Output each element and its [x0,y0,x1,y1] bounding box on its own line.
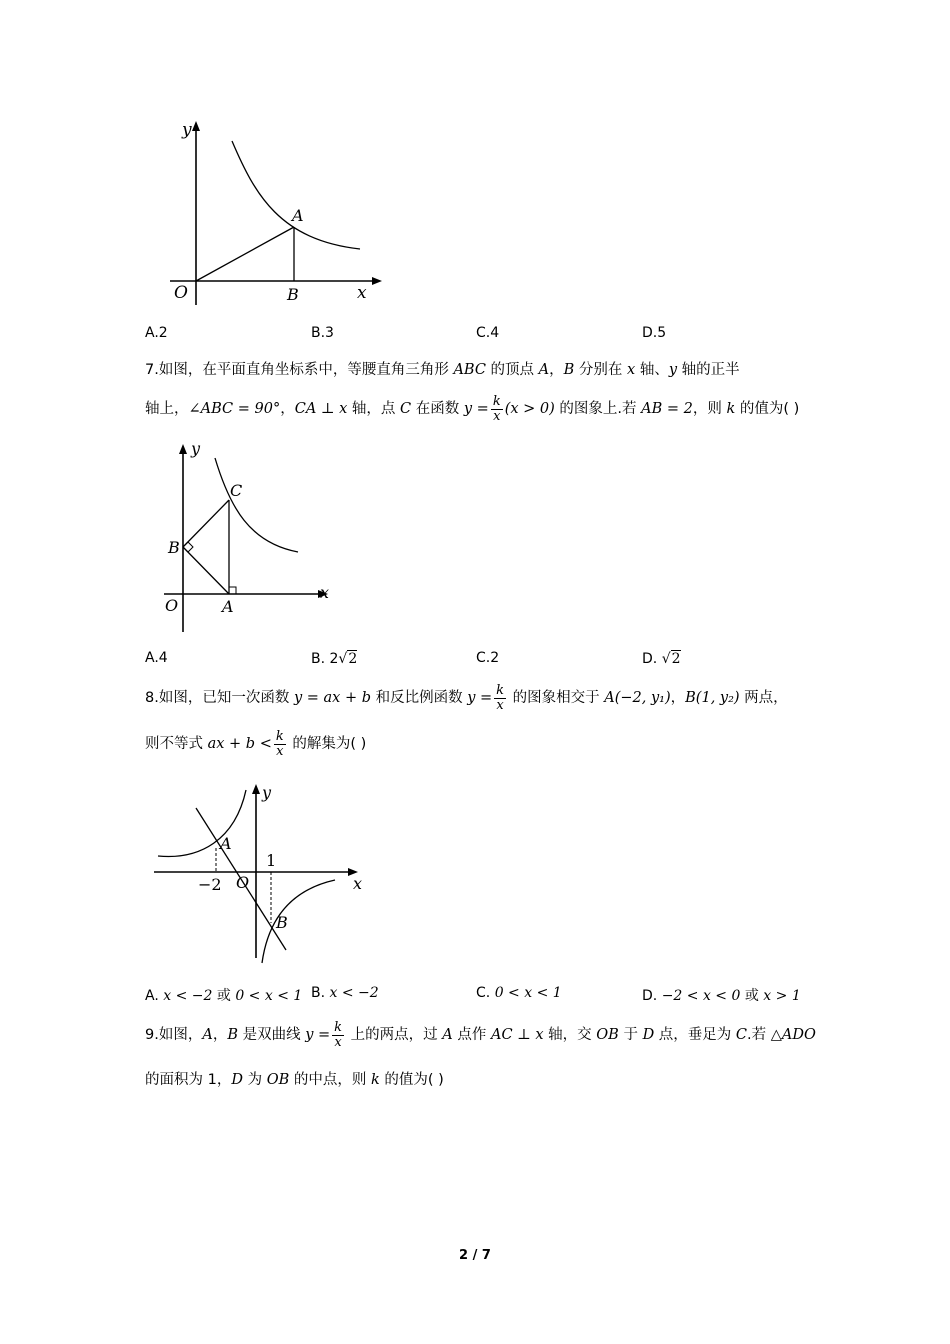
q7-hyperbola [215,458,298,552]
q8-option-math: 0 < x < 1 [235,988,303,1004]
q7-text: 轴的正半 [677,362,740,378]
q8-text: 两点， [739,690,788,707]
q7-label-y: y [191,439,201,458]
q8-figure [150,780,380,970]
q8-label-x: x [353,874,363,893]
q8-label-B: B [276,913,288,932]
q9-math: k [370,1072,380,1088]
q7-text: 轴，点 [347,401,401,418]
q7-math: y [668,362,678,378]
q9-frac-den: x [334,1034,342,1050]
q9-text: 的值为( ) [379,1072,444,1088]
q7-text: ， [549,362,564,378]
q9-math: AC ⊥ x [490,1027,544,1044]
q9-line-1 [145,1021,816,1049]
q8-option-math: 0 < x < 1 [494,985,562,1001]
sqrt-symbol: √ [338,651,348,667]
q7-text: 轴、 [635,362,669,378]
q9-math: OB [596,1027,619,1044]
q6-option-a[interactable]: A.2 [145,325,168,341]
q7-math: A [538,362,550,378]
q9-math: y = [305,1027,331,1044]
q9-math: C [735,1027,748,1044]
q8-option-math: x < −2 [163,988,213,1004]
q7-label-A: A [222,597,234,616]
q9-line-2 [145,1072,444,1089]
q9-text: 点作 [452,1027,491,1044]
q7-math: ABC [453,362,486,378]
q7-label-C: C [230,481,243,500]
q8-line-1 [145,684,788,712]
q7-text: 的顶点 [485,362,539,378]
q7-text: 如图，在平面直角坐标系中，等腰直角三角形 [158,362,454,378]
q8-hyperbola-branch-4 [262,880,335,963]
q7-math: k [726,401,736,418]
q6-x-arrow [372,277,382,285]
q7-option-b-label: B. 2 [311,651,339,667]
q9-math: A [442,1027,453,1044]
q8-label-O: O [236,873,250,892]
q7-label-x: x [320,583,330,602]
q9-text: 的面积为 1， [145,1072,232,1088]
q9-text: 为 [242,1072,267,1088]
q7-math: y = [463,401,489,418]
q6-label-A: A [292,206,304,225]
q7-segment-BC [183,500,229,547]
q8-option-d-label: D. [642,988,662,1004]
q8-math: B(1, y₂) [685,690,740,707]
q8-text: 和反比例函数 [370,690,468,707]
q7-text: 分别在 [574,362,628,378]
q7-right-angle-A [229,587,236,594]
q6-label-x: x [357,283,367,303]
q7-math: C [400,401,412,418]
q8-text: 的解集为( ) [287,736,367,753]
q8-option-math: −2 < x < 0 [661,988,741,1004]
q9-text: ， [212,1027,228,1044]
q6-option-c[interactable]: C.4 [476,325,500,341]
q8-option-a-label: A. [145,988,164,1004]
q8-label-y: y [262,783,272,802]
q6-y-arrow [192,121,200,131]
q8-label-neg2: −2 [198,875,222,894]
q8-math: y = ax + b [293,690,371,707]
q9-text: .若 [747,1027,771,1044]
q6-segment-OA [196,227,294,281]
q9-text: 如图， [158,1027,203,1044]
q8-option-a[interactable] [145,985,302,1005]
q9-math: △ADO [770,1027,816,1044]
q7-y-arrow [179,444,187,454]
q6-option-b[interactable]: B.3 [311,325,334,341]
q8-y-arrow [252,784,260,794]
q7-text: 在函数 [411,401,464,418]
q8-math: y = [467,690,493,707]
q9-number: 9. [145,1027,159,1044]
q8-line-2 [145,730,366,758]
q8-frac-den: x [276,743,284,759]
q8-text: 则不等式 [145,736,208,753]
q7-text: ， [280,401,295,418]
q8-frac-num: k [275,729,284,744]
q6-label-y: y [182,120,192,140]
q8-option-b[interactable] [311,985,379,1001]
q7-text: 的图象上.若 [554,401,642,418]
q8-frac-den: x [496,697,504,713]
q8-math: ax + b < [207,736,272,753]
q9-text: 是双曲线 [237,1027,306,1044]
q7-option-d-radicand: 2 [671,651,681,667]
q8-text: ， [670,690,686,707]
q6-option-d[interactable]: D.5 [642,325,667,341]
q8-fraction [494,684,506,712]
q7-right-angle-B [183,542,193,552]
q7-option-d-label: D. [642,651,662,667]
q9-text: 轴，交 [543,1027,597,1044]
q9-frac-num: k [334,1020,343,1035]
q7-frac-num: k [492,394,501,409]
q7-line-1 [145,362,740,379]
q8-text: 如图，已知一次函数 [158,690,294,707]
q7-option-b[interactable] [311,650,357,667]
q7-math: (x > 0) [504,401,555,418]
q8-hyperbola-branch-2 [158,790,246,856]
q9-text: 上的两点，过 [346,1027,443,1044]
q7-frac-den: x [493,408,501,424]
q7-text: ，则 [692,401,727,418]
q9-math: OB [266,1072,290,1088]
q7-text: 的值为( ) [735,401,800,418]
q7-math: AB = 2 [641,401,693,418]
q7-option-a[interactable]: A.4 [145,650,168,666]
q8-option-c-label: C. [476,985,495,1001]
q9-math: D [231,1072,243,1088]
q7-math: CA ⊥ x [294,401,348,418]
q8-label-1: 1 [266,851,277,870]
q7-label-B: B [168,538,180,557]
q9-math: A [202,1027,213,1044]
q8-text: 的图象相交于 [508,690,605,707]
q7-figure [160,438,340,638]
q8-option-d[interactable] [642,985,801,1005]
page-number: 2 / 7 [459,1248,491,1263]
q9-fraction [332,1021,344,1049]
q9-text: 的中点，则 [289,1072,371,1088]
q7-fraction [491,395,503,423]
q7-text: 轴上， [145,401,189,418]
q8-option-math: x < −2 [329,985,379,1001]
q9-math: B [227,1027,238,1044]
q9-math: D [642,1027,655,1044]
q7-number: 7. [145,362,159,378]
q7-option-c[interactable]: C.2 [476,650,500,666]
q6-label-B: B [287,285,299,304]
q9-text: 点，垂足为 [654,1027,736,1044]
q7-math: B [563,362,575,378]
q8-option-c[interactable] [476,985,562,1001]
q7-math: x [627,362,636,378]
q8-number: 8. [145,690,159,707]
q7-segment-BA [183,547,229,594]
q8-option-b-label: B. [311,985,330,1001]
q7-option-d[interactable] [642,650,681,667]
q8-option-text: 或 [740,988,764,1004]
q7-math: ∠ABC = 90° [188,401,281,418]
q7-option-b-radicand: 2 [348,651,358,667]
q6-figure [160,115,390,310]
q8-label-A: A [220,834,232,853]
q8-option-text: 或 [212,988,236,1004]
q9-text: 于 [618,1027,643,1044]
q8-fraction [274,730,286,758]
q7-label-O: O [165,596,179,615]
q8-frac-num: k [496,683,505,698]
q8-math: A(−2, y₁) [604,690,671,707]
q6-hyperbola [232,141,360,249]
q6-label-O: O [174,283,188,303]
q8-option-math: x > 1 [763,988,801,1004]
sqrt-symbol: √ [661,651,671,667]
q7-line-2 [145,395,799,423]
